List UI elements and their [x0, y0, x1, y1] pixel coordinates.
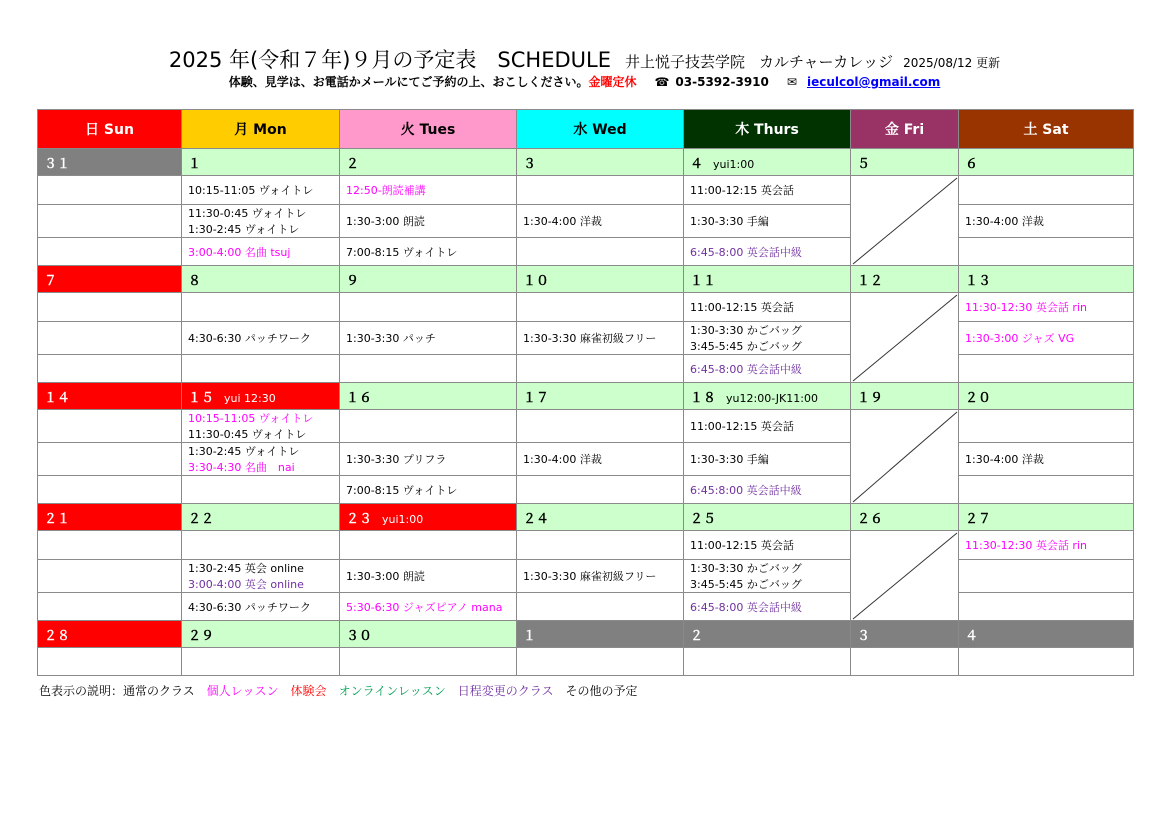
class-entry: 1:30-2:45 ヴォイトレ	[188, 223, 300, 236]
class-entry: 1:30-3:30 麻雀初級フリー	[523, 332, 657, 345]
date-cell[interactable]	[340, 504, 517, 531]
weekday-header-thu: 木 Thurs	[684, 110, 851, 149]
class-cell[interactable]	[517, 410, 684, 443]
class-row	[38, 593, 1134, 621]
legend-online: オンラインレッスン	[338, 684, 446, 698]
class-row	[38, 322, 1134, 355]
date-cell[interactable]	[340, 149, 517, 176]
class-entry: 4:30-6:30 パッチワーク	[188, 332, 311, 345]
info-text: 体験、見学は、お電話かメールにてご予約の上、おこしください。	[228, 75, 589, 89]
class-cell[interactable]	[684, 531, 851, 560]
date-cell[interactable]	[38, 621, 182, 648]
date-note: yui 12:30	[224, 391, 276, 405]
class-row	[38, 648, 1134, 676]
date-cell[interactable]	[684, 383, 851, 410]
legend-trial: 体験会	[290, 684, 327, 698]
weekday-header-sat: 土 Sat	[959, 110, 1134, 149]
phone-number[interactable]: 03-5392-3910	[675, 75, 769, 89]
college-name: カルチャーカレッジ	[759, 53, 894, 71]
class-cell[interactable]	[182, 560, 340, 593]
class-cell[interactable]	[182, 443, 340, 476]
class-cell[interactable]	[38, 238, 182, 266]
class-cell[interactable]	[517, 560, 684, 593]
class-cell[interactable]	[684, 293, 851, 322]
class-cell[interactable]	[959, 648, 1134, 676]
date-number: １５	[188, 390, 215, 406]
class-cell[interactable]	[38, 593, 182, 621]
class-cell[interactable]	[959, 560, 1134, 593]
date-note: yui1:00	[713, 157, 755, 171]
weekday-header-sun: 日 Sun	[38, 110, 182, 149]
class-entry: 1:30-3:30 かごバッグ	[690, 562, 802, 575]
class-cell[interactable]	[684, 355, 851, 383]
week-date-row	[38, 504, 1134, 531]
date-cell[interactable]	[38, 383, 182, 410]
date-number: １７	[523, 390, 550, 406]
class-entry: 4:30-6:30 パッチワーク	[188, 600, 311, 614]
week-date-row	[38, 621, 1134, 648]
class-cell[interactable]	[517, 476, 684, 504]
date-number: １６	[346, 390, 373, 406]
class-cell[interactable]	[517, 355, 684, 383]
date-cell[interactable]	[959, 504, 1134, 531]
class-entry: 6:45:8:00 英会話中級	[690, 483, 802, 497]
closed-day-cell[interactable]	[851, 293, 959, 383]
color-legend	[39, 682, 649, 699]
class-entry: 7:00-8:15 ヴォイトレ	[346, 245, 458, 259]
class-cell[interactable]	[684, 593, 851, 621]
class-entry: 1:30-3:00 ジャズ VG	[965, 332, 1075, 345]
updated-date: 2025/08/12 更新	[903, 56, 1001, 70]
class-cell[interactable]	[959, 476, 1134, 504]
class-entry: 3:45-5:45 かごバッグ	[690, 340, 802, 353]
class-cell[interactable]	[340, 593, 517, 621]
date-cell[interactable]	[182, 621, 340, 648]
date-number: １１	[690, 273, 717, 289]
closed-day: 金曜定休	[588, 75, 637, 89]
class-cell[interactable]	[517, 238, 684, 266]
date-number: ５	[857, 156, 871, 172]
class-entry: 6:45-8:00 英会話中級	[690, 362, 802, 376]
class-cell[interactable]	[959, 238, 1134, 266]
class-cell[interactable]	[684, 205, 851, 238]
class-entry: 11:00-12:15 英会話	[690, 420, 794, 433]
class-cell[interactable]	[340, 410, 517, 443]
date-cell[interactable]	[959, 149, 1134, 176]
class-row	[38, 476, 1134, 504]
week-date-row	[38, 149, 1134, 176]
date-number: ６	[965, 156, 979, 172]
date-number: ２６	[857, 511, 884, 527]
class-row	[38, 238, 1134, 266]
school-name: 井上悦子技芸学院	[624, 53, 745, 71]
weekday-header-mon: 月 Mon	[182, 110, 340, 149]
legend-personal: 個人レッスン	[206, 684, 279, 698]
date-cell[interactable]	[851, 383, 959, 410]
class-cell[interactable]	[38, 531, 182, 560]
page-title	[0, 44, 1169, 74]
class-entry: 3:30-4:30 名曲 nai	[188, 461, 295, 474]
date-cell[interactable]	[959, 266, 1134, 293]
class-entry: 1:30-3:30 かごバッグ	[690, 324, 802, 337]
class-cell[interactable]	[517, 293, 684, 322]
class-row	[38, 205, 1134, 238]
class-row	[38, 443, 1134, 476]
class-cell[interactable]	[38, 205, 182, 238]
class-cell[interactable]	[182, 238, 340, 266]
class-entry: 11:00-12:15 英会話	[690, 301, 794, 314]
class-entry: 10:15-11:05 ヴォイトレ	[188, 184, 314, 197]
class-entry: 6:45-8:00 英会話中級	[690, 245, 802, 259]
class-entry: 1:30-4:00 洋裁	[965, 453, 1044, 466]
class-entry: 6:45-8:00 英会話中級	[690, 600, 802, 614]
class-cell[interactable]	[38, 443, 182, 476]
class-cell[interactable]	[684, 238, 851, 266]
class-cell[interactable]	[959, 322, 1134, 355]
class-cell[interactable]	[517, 531, 684, 560]
class-entry: 1:30-4:00 洋裁	[965, 215, 1044, 228]
class-entry: 1:30-3:30 麻雀初級フリー	[523, 570, 657, 583]
date-cell[interactable]	[38, 504, 182, 531]
class-cell[interactable]	[684, 176, 851, 205]
class-cell[interactable]	[182, 476, 340, 504]
date-number: ２０	[965, 390, 992, 406]
class-cell[interactable]	[684, 443, 851, 476]
class-cell[interactable]	[340, 355, 517, 383]
class-cell[interactable]	[959, 593, 1134, 621]
class-cell[interactable]	[340, 443, 517, 476]
weekday-header-row	[38, 110, 1134, 149]
date-number: １４	[44, 390, 71, 406]
date-number: ９	[346, 273, 360, 289]
legend-other: その他の予定	[565, 684, 638, 698]
title-text: 2025 年(令和７年)９月の予定表 SCHEDULE	[168, 48, 611, 72]
class-cell[interactable]	[959, 176, 1134, 205]
date-number: １	[523, 628, 537, 644]
date-cell[interactable]	[684, 149, 851, 176]
class-entry: 1:30-3:00 朗読	[346, 215, 425, 228]
class-cell[interactable]	[959, 531, 1134, 560]
class-entry: 1:30-4:00 洋裁	[523, 215, 602, 228]
class-cell[interactable]	[517, 205, 684, 238]
class-row	[38, 531, 1134, 560]
week-date-row	[38, 266, 1134, 293]
date-number: ２１	[44, 511, 71, 527]
date-number: ２７	[965, 511, 992, 527]
date-cell[interactable]	[684, 266, 851, 293]
date-cell[interactable]	[517, 266, 684, 293]
date-cell[interactable]	[517, 621, 684, 648]
date-cell[interactable]	[851, 266, 959, 293]
date-cell[interactable]	[684, 504, 851, 531]
date-cell[interactable]	[517, 504, 684, 531]
class-cell[interactable]	[38, 560, 182, 593]
class-cell[interactable]	[182, 176, 340, 205]
class-row	[38, 560, 1134, 593]
date-cell[interactable]	[851, 504, 959, 531]
class-cell[interactable]	[38, 176, 182, 205]
class-entry: 1:30-4:00 洋裁	[523, 453, 602, 466]
class-cell[interactable]	[340, 293, 517, 322]
class-cell[interactable]	[517, 322, 684, 355]
date-number: ３	[523, 156, 537, 172]
date-number: ４	[965, 628, 979, 644]
contact-info	[0, 73, 1169, 90]
closed-day-cell[interactable]	[851, 410, 959, 504]
class-cell[interactable]	[340, 322, 517, 355]
class-cell[interactable]	[340, 476, 517, 504]
schedule-table	[37, 109, 1134, 676]
class-cell[interactable]	[959, 443, 1134, 476]
date-number: １９	[857, 390, 884, 406]
date-cell[interactable]	[851, 149, 959, 176]
date-number: ７	[44, 273, 58, 289]
legend-change: 日程変更のクラス	[457, 684, 554, 698]
class-row	[38, 355, 1134, 383]
class-entry: 11:30-0:45 ヴォイトレ	[188, 207, 307, 220]
date-number: ３	[857, 628, 871, 644]
class-cell[interactable]	[851, 648, 959, 676]
date-cell[interactable]	[517, 383, 684, 410]
week-date-row	[38, 383, 1134, 410]
class-entry: 3:45-5:45 かごバッグ	[690, 578, 802, 591]
class-entry: 11:00-12:15 英会話	[690, 184, 794, 197]
date-number: １	[188, 156, 202, 172]
date-number: ２	[690, 628, 704, 644]
date-note: yui1:00	[382, 512, 424, 526]
class-cell[interactable]	[340, 531, 517, 560]
weekday-header-fri: 金 Fri	[851, 110, 959, 149]
class-cell[interactable]	[959, 205, 1134, 238]
closed-day-cell[interactable]	[851, 531, 959, 621]
class-entry: 12:50-朗読補講	[346, 184, 426, 197]
class-entry: 3:00-4:00 英会 online	[188, 578, 304, 591]
legend-label: 色表示の説明：通常のクラス	[39, 684, 195, 698]
class-cell[interactable]	[684, 560, 851, 593]
class-entry: 1:30-3:30 プリフラ	[346, 453, 447, 466]
class-entry: 1:30-3:30 手編	[690, 215, 769, 228]
date-cell[interactable]	[182, 504, 340, 531]
date-cell[interactable]	[959, 621, 1134, 648]
class-cell[interactable]	[340, 176, 517, 205]
class-cell[interactable]	[182, 648, 340, 676]
class-cell[interactable]	[38, 648, 182, 676]
phone-icon: ☎	[654, 75, 670, 89]
class-cell[interactable]	[340, 205, 517, 238]
class-cell[interactable]	[684, 648, 851, 676]
date-number: ２３	[346, 511, 373, 527]
class-row	[38, 293, 1134, 322]
date-cell[interactable]	[38, 266, 182, 293]
date-cell[interactable]	[182, 383, 340, 410]
date-cell[interactable]	[38, 149, 182, 176]
email-link[interactable]: ieculcol@gmail.com	[806, 75, 941, 89]
class-cell[interactable]	[38, 293, 182, 322]
date-number: ８	[188, 273, 202, 289]
class-cell[interactable]	[182, 593, 340, 621]
class-cell[interactable]	[182, 531, 340, 560]
class-entry: 1:30-3:00 朗読	[346, 570, 425, 583]
class-cell[interactable]	[182, 322, 340, 355]
class-entry: 10:15-11:05 ヴォイトレ	[188, 412, 314, 425]
class-cell[interactable]	[340, 648, 517, 676]
date-number: ２２	[188, 511, 215, 527]
class-cell[interactable]	[38, 476, 182, 504]
class-cell[interactable]	[517, 648, 684, 676]
date-number: ２４	[523, 511, 550, 527]
class-entry: 11:30-12:30 英会話 rin	[965, 301, 1087, 314]
closed-day-cell[interactable]	[851, 176, 959, 266]
class-cell[interactable]	[517, 593, 684, 621]
class-cell[interactable]	[684, 322, 851, 355]
date-cell[interactable]	[182, 266, 340, 293]
date-number: ４	[690, 156, 704, 172]
class-entry: 11:00-12:15 英会話	[690, 539, 794, 552]
class-cell[interactable]	[340, 560, 517, 593]
class-cell[interactable]	[959, 410, 1134, 443]
date-number: １８	[690, 390, 717, 406]
class-entry: 1:30-2:45 ヴォイトレ	[188, 445, 300, 458]
class-cell[interactable]	[959, 293, 1134, 322]
class-entry: 1:30-3:30 パッチ	[346, 332, 436, 345]
date-number: ３１	[44, 156, 71, 172]
class-cell[interactable]	[517, 443, 684, 476]
class-cell[interactable]	[340, 238, 517, 266]
date-cell[interactable]	[182, 149, 340, 176]
class-cell[interactable]	[684, 410, 851, 443]
class-entry: 1:30-2:45 英会 online	[188, 562, 304, 575]
weekday-header-tue: 火 Tues	[340, 110, 517, 149]
class-entry: 11:30-0:45 ヴォイトレ	[188, 428, 307, 441]
date-number: ２５	[690, 511, 717, 527]
weekday-header-wed: 水 Wed	[517, 110, 684, 149]
date-cell[interactable]	[684, 621, 851, 648]
class-cell[interactable]	[182, 293, 340, 322]
date-cell[interactable]	[340, 621, 517, 648]
class-row	[38, 410, 1134, 443]
class-entry: 1:30-3:30 手編	[690, 453, 769, 466]
date-number: １２	[857, 273, 884, 289]
class-cell[interactable]	[38, 322, 182, 355]
class-cell[interactable]	[38, 410, 182, 443]
date-note: yu12:00-JK11:00	[726, 391, 818, 405]
date-cell[interactable]	[517, 149, 684, 176]
class-cell[interactable]	[517, 176, 684, 205]
class-row	[38, 176, 1134, 205]
class-entry: 5:30-6:30 ジャズピアノ mana	[346, 600, 503, 614]
date-number: ３０	[346, 628, 373, 644]
date-number: ２９	[188, 628, 215, 644]
date-cell[interactable]	[959, 383, 1134, 410]
class-entry: 7:00-8:15 ヴォイトレ	[346, 483, 458, 497]
date-number: １３	[965, 273, 992, 289]
date-number: ２８	[44, 628, 71, 644]
date-cell[interactable]	[340, 266, 517, 293]
class-cell[interactable]	[38, 355, 182, 383]
class-entry: 11:30-12:30 英会話 rin	[965, 539, 1087, 552]
class-cell[interactable]	[182, 355, 340, 383]
class-entry: 3:00-4:00 名曲 tsuj	[188, 245, 291, 259]
date-number: ２	[346, 156, 360, 172]
class-cell[interactable]	[684, 476, 851, 504]
class-cell[interactable]	[959, 355, 1134, 383]
class-cell[interactable]	[182, 205, 340, 238]
date-cell[interactable]	[851, 621, 959, 648]
mail-icon: ✉	[786, 75, 797, 89]
date-number: １０	[523, 273, 550, 289]
date-cell[interactable]	[340, 383, 517, 410]
class-cell[interactable]	[182, 410, 340, 443]
